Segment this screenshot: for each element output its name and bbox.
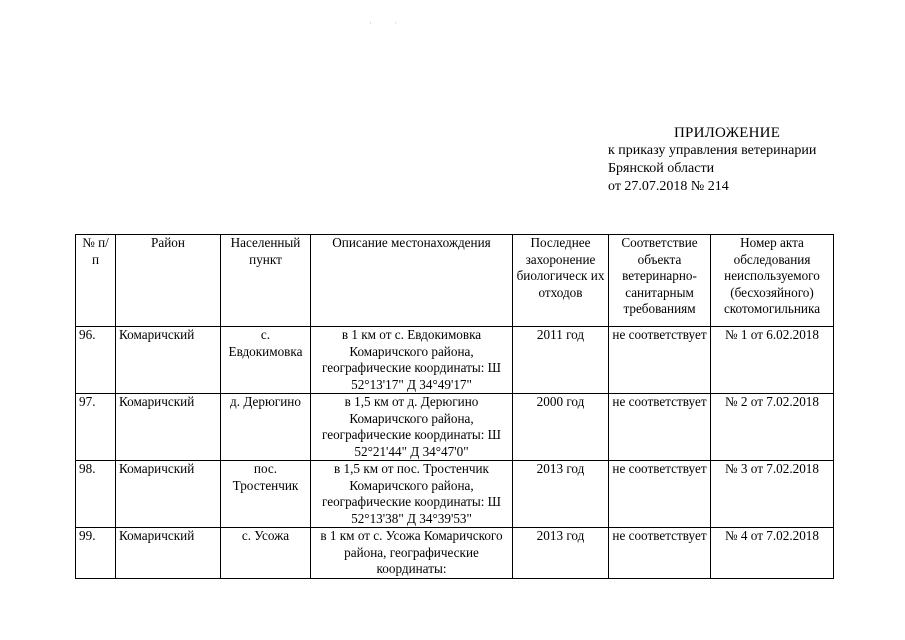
cell-num: 99. bbox=[76, 528, 116, 579]
cell-num: 97. bbox=[76, 394, 116, 461]
col-header-last-burial: Последнее захоронение биологическ их отходов bbox=[513, 235, 609, 327]
order-line-3: от 27.07.2018 № 214 bbox=[608, 179, 729, 194]
cell-district: Комаричский bbox=[116, 528, 221, 579]
cell-num: 98. bbox=[76, 461, 116, 528]
order-line-1: к приказу управления ветеринарии bbox=[608, 143, 817, 158]
table-header-row bbox=[76, 235, 834, 327]
cell-act-number: № 1 от 6.02.2018 bbox=[711, 327, 834, 394]
cell-act-number: № 3 от 7.02.2018 bbox=[711, 461, 834, 528]
cell-num: 96. bbox=[76, 327, 116, 394]
cell-district: Комаричский bbox=[116, 327, 221, 394]
cell-locality: с. Усожа bbox=[221, 528, 311, 579]
cell-last-burial: 2000 год bbox=[513, 394, 609, 461]
cell-locality: д. Дерюгино bbox=[221, 394, 311, 461]
cell-description: в 1 км от с. Евдокимовка Комаричского района, географические координаты: Ш 52°13'17" Д 34°49'17" bbox=[311, 327, 513, 394]
cell-compliance: не соответствует bbox=[609, 327, 711, 394]
cell-compliance: не соответствует bbox=[609, 461, 711, 528]
appendix-heading bbox=[608, 124, 816, 196]
col-header-num: № п/п bbox=[76, 235, 116, 327]
table-row bbox=[76, 461, 834, 528]
col-header-description: Описание местонахождения bbox=[311, 235, 513, 327]
cell-locality: пос. Тростенчик bbox=[221, 461, 311, 528]
page-marks: · · bbox=[369, 18, 408, 28]
cell-description: в 1 км от с. Усожа Комаричского района, географические координаты: bbox=[311, 528, 513, 579]
burial-sites-table bbox=[75, 234, 834, 579]
table-row bbox=[76, 394, 834, 461]
cell-act-number: № 4 от 7.02.2018 bbox=[711, 528, 834, 579]
col-header-compliance: Соответствие объекта ветеринарно-санитарным требованиям bbox=[609, 235, 711, 327]
cell-last-burial: 2013 год bbox=[513, 528, 609, 579]
table-row bbox=[76, 528, 834, 579]
appendix-title: ПРИЛОЖЕНИЕ bbox=[674, 125, 781, 141]
cell-compliance: не соответствует bbox=[609, 528, 711, 579]
col-header-act-number: Номер акта обследования неиспользуемого (бесхозяйного) скотомогильника bbox=[711, 235, 834, 327]
table-row bbox=[76, 327, 834, 394]
cell-district: Комаричский bbox=[116, 461, 221, 528]
col-header-district: Район bbox=[116, 235, 221, 327]
cell-act-number: № 2 от 7.02.2018 bbox=[711, 394, 834, 461]
cell-description: в 1,5 км от пос. Тростенчик Комаричского района, географические координаты: Ш 52°13'38" Д 34°39'53" bbox=[311, 461, 513, 528]
cell-district: Комаричский bbox=[116, 394, 221, 461]
col-header-locality: Населенный пункт bbox=[221, 235, 311, 327]
cell-last-burial: 2013 год bbox=[513, 461, 609, 528]
cell-compliance: не соответствует bbox=[609, 394, 711, 461]
order-line-2: Брянской области bbox=[608, 161, 715, 176]
cell-last-burial: 2011 год bbox=[513, 327, 609, 394]
cell-locality: с. Евдокимовка bbox=[221, 327, 311, 394]
cell-description: в 1,5 км от д. Дерюгино Комаричского района, географические координаты: Ш 52°21'44" Д 34°47'0" bbox=[311, 394, 513, 461]
